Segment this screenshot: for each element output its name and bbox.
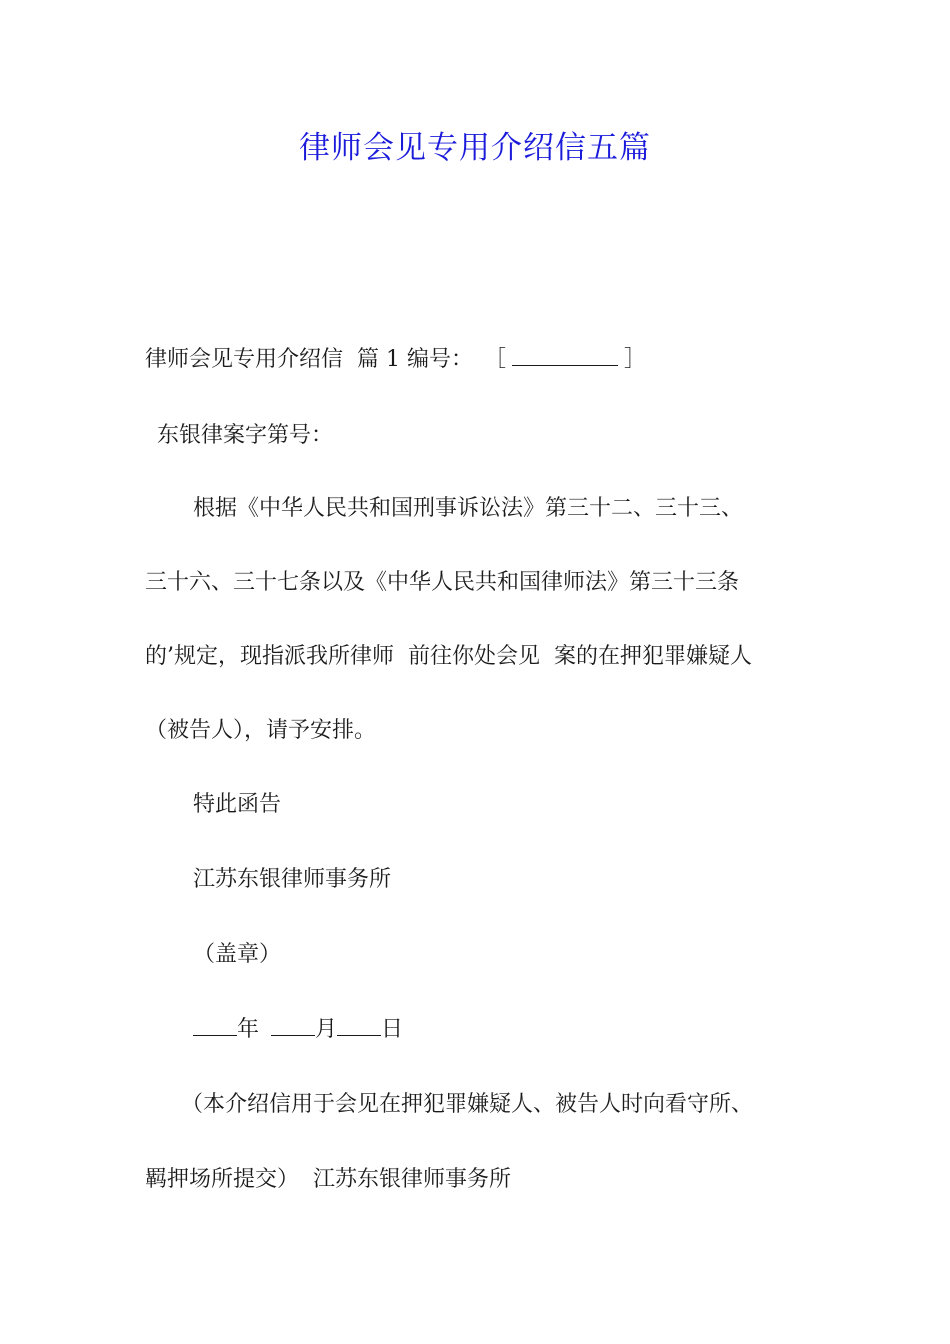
month-label: 月 [315,1017,338,1042]
year-label: 年 [237,1017,260,1042]
document-title: 律师会见专用介绍信五篇 [299,130,651,166]
body-line-2: 三十六、三十七条以及《中华人民共和国律师法》第三十三条 [145,570,740,595]
note-line-2: 羁押场所提交） 江苏东银律师事务所 [145,1167,511,1192]
body-line-3: 的’规定，现指派我所律师 前往你处会见 案的在押犯罪嫌疑人 [145,644,752,669]
year-blank [193,1015,237,1036]
seal-text: （盖章） [193,942,282,967]
closing-text: 特此函告 [193,792,282,817]
number-blank [512,345,618,366]
date-line [193,1015,403,1045]
day-label: 日 [381,1017,404,1042]
month-blank [271,1015,315,1036]
case-number: 东银律案字第号： [157,423,334,448]
body-line-1: 根据《中华人民共和国刑事诉讼法》第三十二、三十三、 [193,496,744,521]
body-line-4: （被告人），请予安排。 [145,718,377,743]
letter-heading [145,345,646,375]
firm-name: 江苏东银律师事务所 [193,867,392,892]
heading-text: 律师会见专用介绍信 篇 1 编号： [145,347,473,372]
note-line-1: （本介绍信用于会见在押犯罪嫌疑人、被告人时向看守所、 [181,1092,754,1117]
day-blank [337,1015,381,1036]
bracket-open: ［ [494,347,506,372]
bracket-close: ］ [624,347,647,372]
